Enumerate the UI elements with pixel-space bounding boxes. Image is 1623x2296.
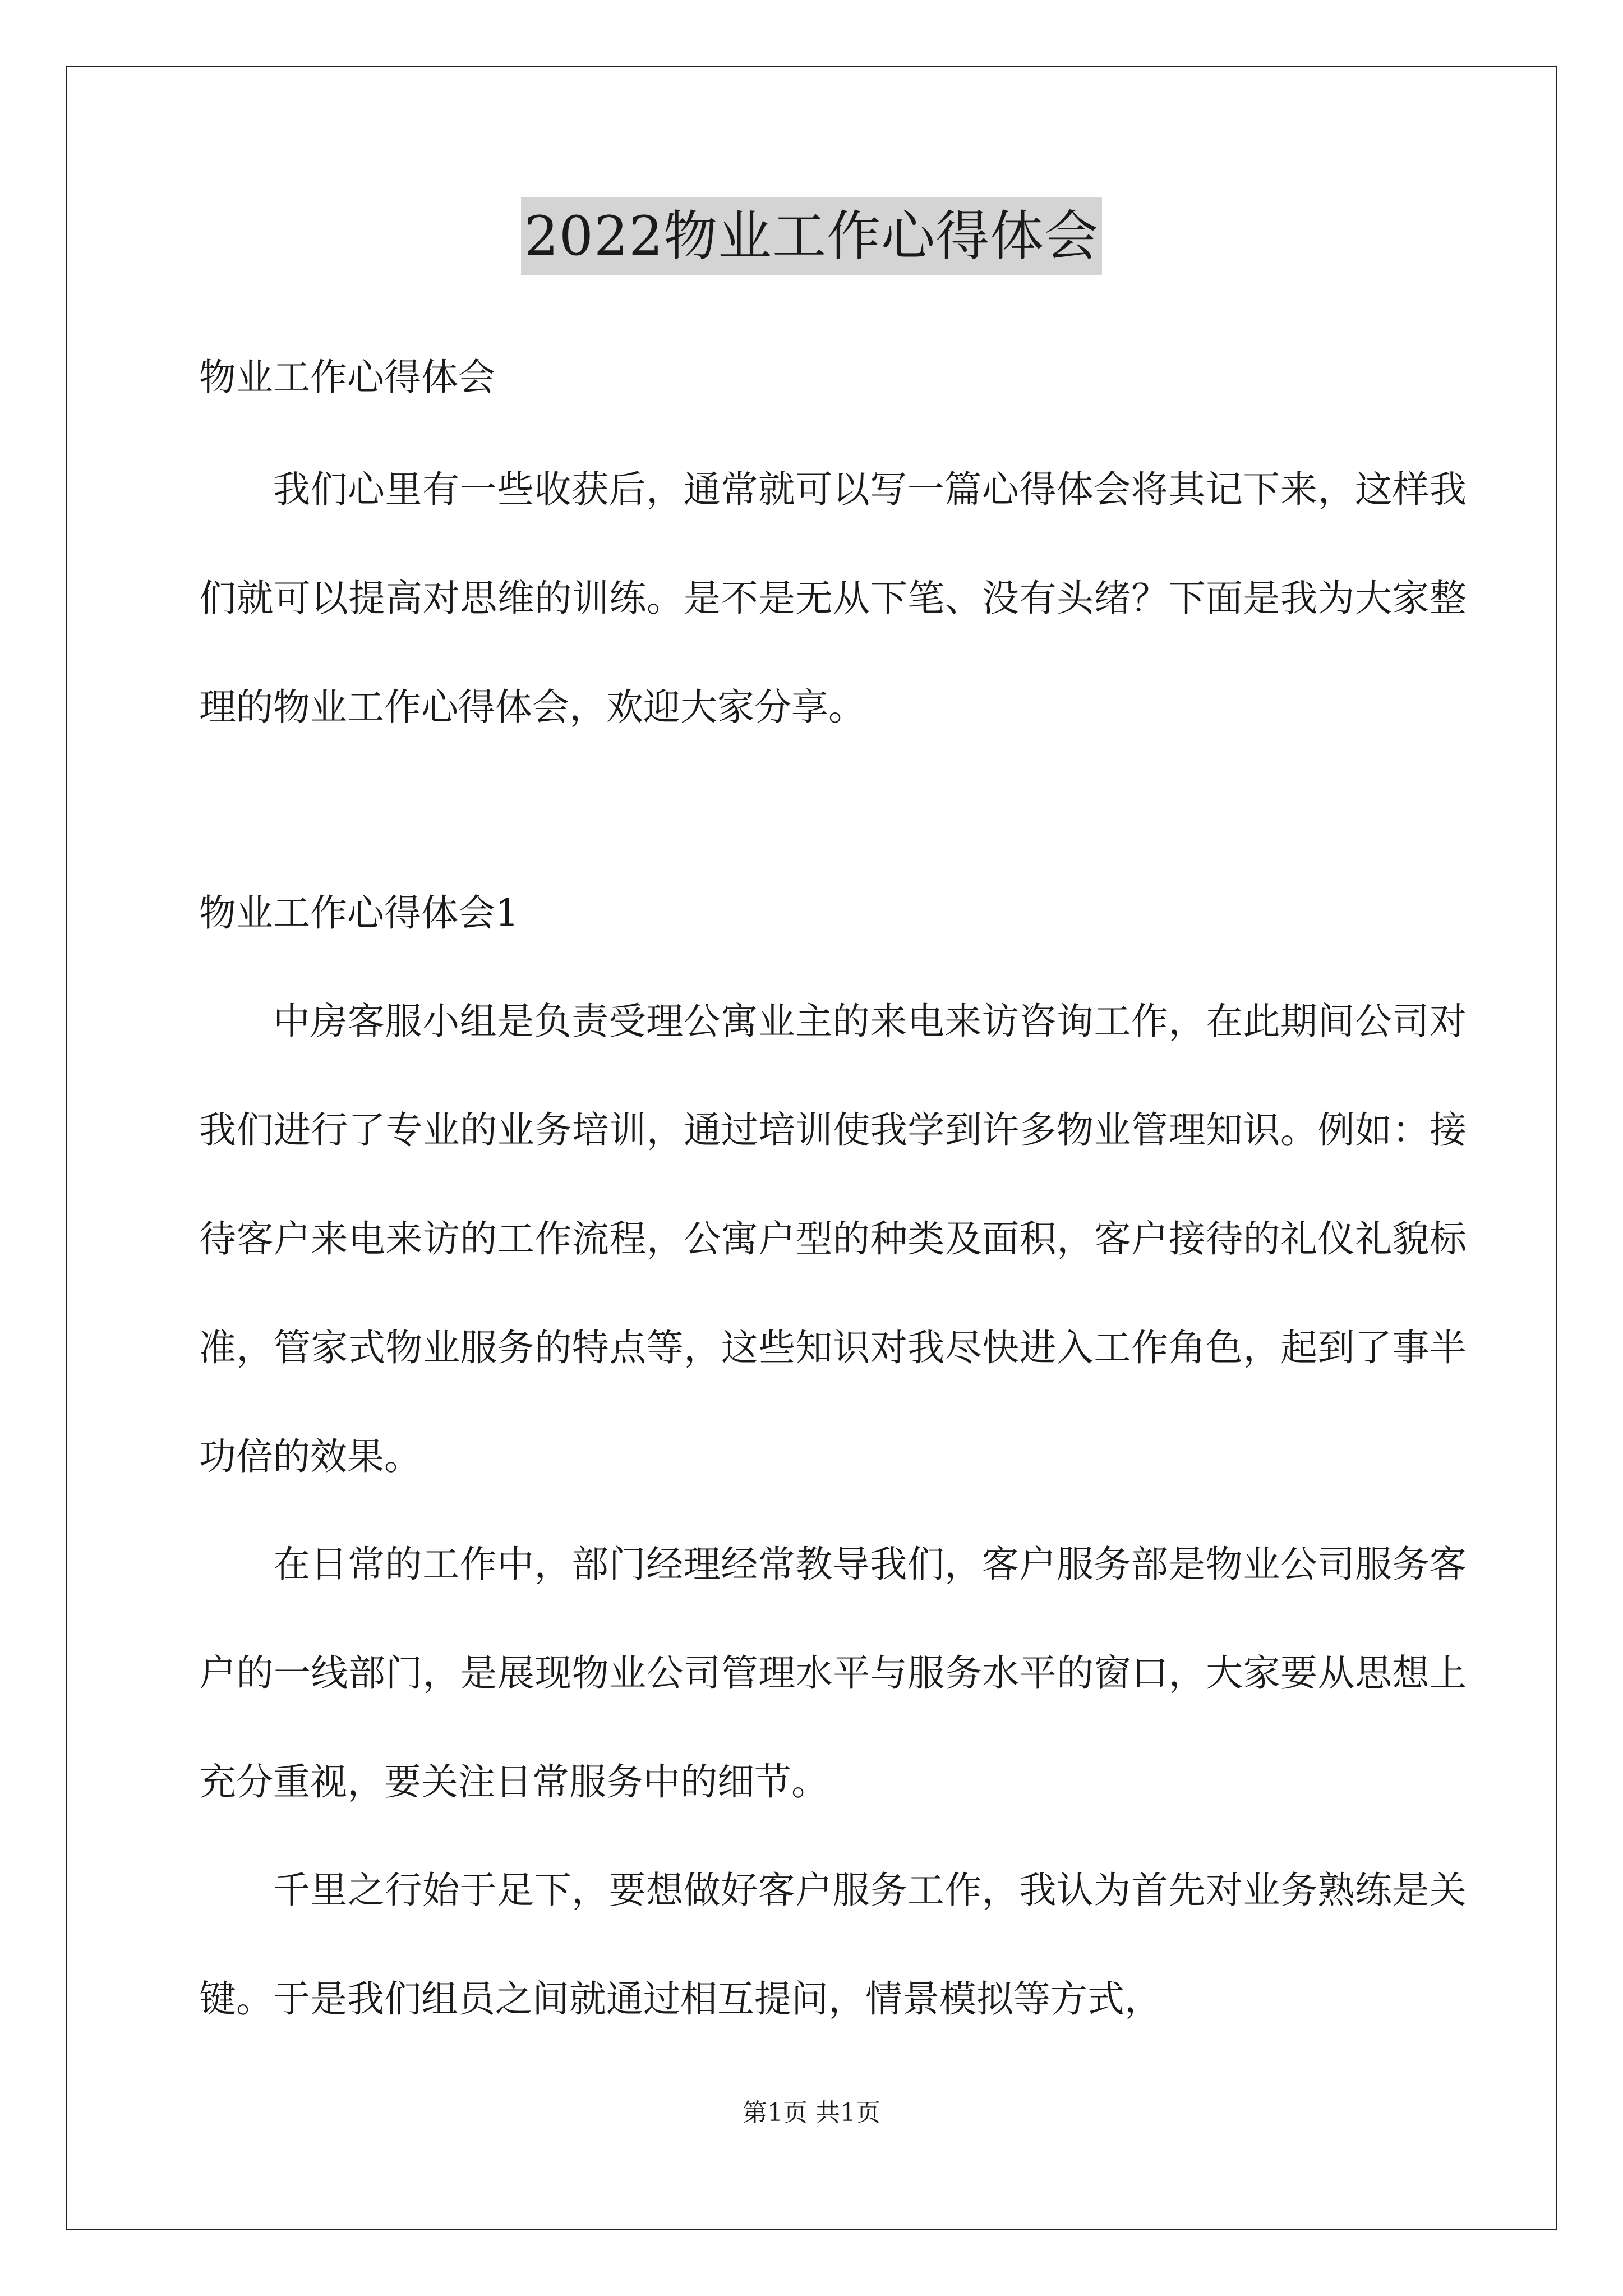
page-footer: 第1页 共1页 xyxy=(743,2099,880,2127)
body-paragraph-1: 中房客服小组是负责受理公寓业主的来电来访咨询工作，在此期间公司对我们进行了专业的业务培训，通过培训使我学到许多物业管理知识。例如：接待客户来电来访的工作流程，公寓户型的种类及面积，客户接待的礼仪礼貌标准，管家式物业服务的特点等，这些知识对我尽快进入工作角色，起到了事半功倍的效果。 xyxy=(199,1000,1467,1478)
section-heading: 物业工作心得体会1 xyxy=(199,891,519,935)
title-container xyxy=(0,197,1623,275)
body-paragraph-2: 在日常的工作中，部门经理经常教导我们，客户服务部是物业公司服务客户的一线部门，是展现物业公司管理水平与服务水平的窗口，大家要从思想上充分重视，要关注日常服务中的细节。 xyxy=(199,1543,1467,1803)
document-title: 2022物业工作心得体会 xyxy=(521,197,1102,275)
body-paragraph-3: 千里之行始于足下，要想做好客户服务工作，我认为首先对业务熟练是关键。于是我们组员之间就通过相互提问，情景模拟等方式， xyxy=(199,1869,1467,2021)
document-subtitle: 物业工作心得体会 xyxy=(199,356,495,399)
intro-paragraph: 我们心里有一些收获后，通常就可以写一篇心得体会将其记下来，这样我们就可以提高对思维的训练。是不是无从下笔、没有头绪？下面是我为大家整理的物业工作心得体会，欢迎大家分享。 xyxy=(199,468,1467,729)
